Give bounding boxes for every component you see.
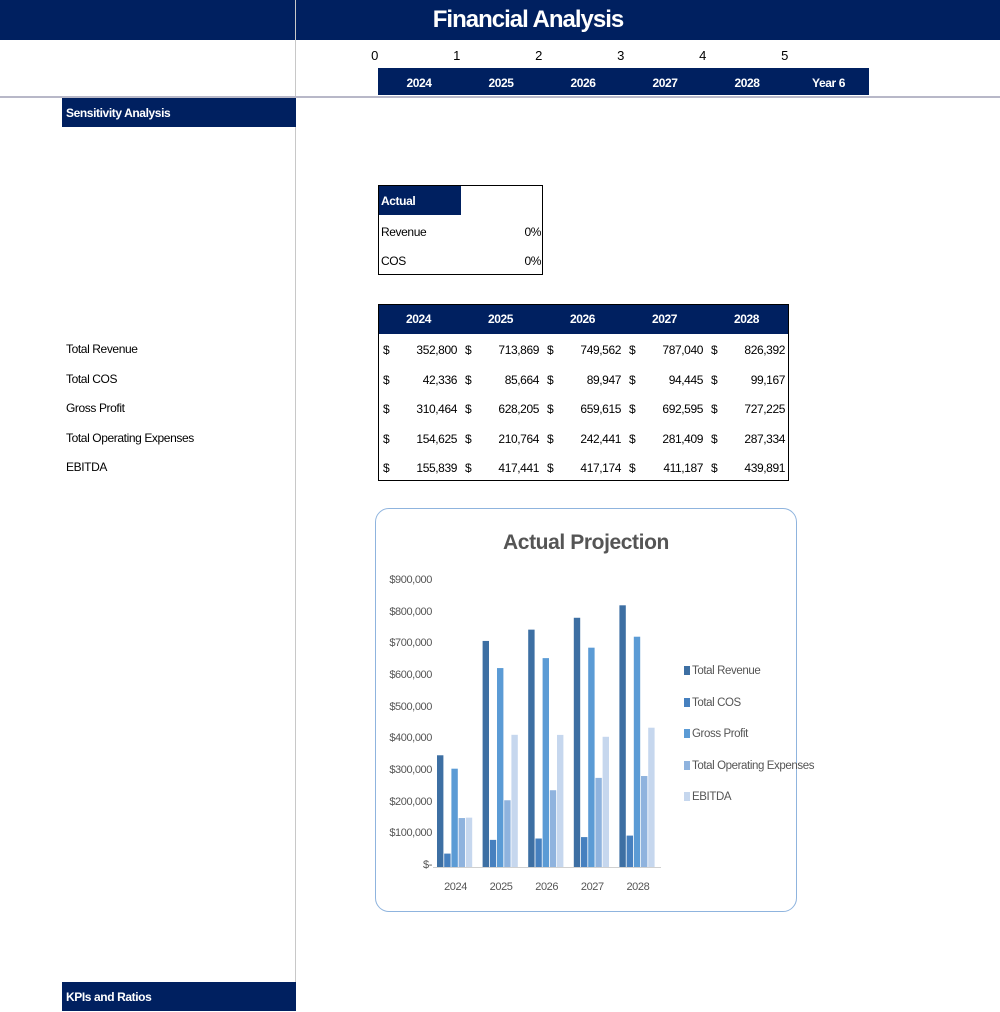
y-tick-label: $100,000 (389, 827, 432, 840)
y-tick-label: $300,000 (389, 764, 432, 776)
bar-gross-profit (451, 769, 457, 867)
chart-plot (376, 509, 796, 909)
y-tick-label: $500,000 (389, 700, 432, 713)
bar-ebitda (466, 818, 472, 867)
column-divider (295, 0, 296, 1000)
legend-swatch (684, 698, 690, 707)
currency-symbol: $ (629, 402, 636, 416)
table-header: 2026 (569, 312, 596, 326)
bar-total-revenue (528, 630, 534, 867)
legend-label: Gross Profit (692, 728, 748, 741)
table-cell[interactable]: 787,040 (662, 343, 703, 357)
currency-symbol: $ (547, 402, 554, 416)
actual-label: Revenue (381, 225, 427, 239)
table-cell[interactable]: 310,464 (416, 402, 457, 416)
currency-symbol: $ (711, 343, 718, 357)
year-header: Year 6 Onwards (804, 76, 853, 120)
row-label: EBITDA (66, 460, 107, 474)
bar-total-operating-expenses (459, 818, 465, 867)
currency-symbol: $ (711, 402, 718, 416)
actual-projection-chart (375, 508, 815, 912)
period-index: 4 (699, 48, 706, 63)
legend-swatch (684, 761, 690, 770)
bar-total-cos (535, 839, 541, 867)
table-cell[interactable]: 210,764 (498, 431, 539, 446)
period-index: 0 (371, 48, 378, 63)
table-header: 2025 (487, 312, 514, 326)
actual-header: Actual (379, 186, 461, 215)
bar-total-operating-expenses (504, 800, 510, 867)
y-tick-label: $200,000 (389, 795, 432, 808)
legend-item (684, 760, 814, 772)
chart-title: Actual Projection (503, 531, 669, 554)
currency-symbol: $ (547, 343, 554, 357)
bar-total-operating-expenses (595, 778, 601, 867)
currency-symbol: $ (547, 372, 554, 387)
y-tick-label: $900,000 (389, 574, 432, 586)
table-cell[interactable]: 281,409 (662, 431, 703, 446)
bar-gross-profit (634, 637, 640, 867)
legend-swatch (684, 792, 690, 801)
year-header-bar (378, 68, 869, 120)
bar-gross-profit (588, 648, 594, 867)
actual-sensitivity-table (378, 185, 543, 275)
legend-item (684, 791, 731, 803)
table-cell[interactable]: 287,334 (744, 431, 785, 446)
legend-label: EBITDA (692, 791, 732, 804)
bar-total-operating-expenses (550, 790, 556, 867)
y-tick-label: $800,000 (389, 605, 432, 618)
row-label: Gross Profit (66, 401, 125, 415)
currency-symbol: $ (383, 461, 390, 475)
bar-total-cos (627, 836, 633, 867)
row-label: Total Operating Expenses (66, 430, 194, 445)
legend-item (684, 697, 741, 709)
currency-symbol: $ (465, 461, 472, 475)
y-tick-label: $400,000 (389, 732, 432, 745)
projection-table (378, 304, 789, 481)
section-kpis-ratios: KPIs and Ratios (62, 982, 296, 1011)
bar-total-revenue (619, 605, 625, 867)
bar-ebitda (648, 728, 654, 867)
bar-ebitda (557, 735, 563, 867)
x-tick-label: 2026 (535, 881, 559, 893)
table-cell[interactable]: 439,891 (744, 461, 785, 475)
currency-symbol: $ (711, 431, 718, 446)
period-index: 3 (617, 48, 624, 63)
bar-gross-profit (497, 668, 503, 867)
actual-value[interactable]: 0% (524, 254, 541, 268)
bar-total-cos (444, 854, 450, 867)
currency-symbol: $ (465, 402, 472, 416)
table-cell[interactable]: 154,625 (416, 431, 457, 446)
table-cell[interactable]: 89,947 (586, 372, 621, 387)
table-cell[interactable]: 242,441 (580, 431, 621, 446)
page-title: Financial Analysis (432, 6, 624, 33)
year-header: 2026 (570, 76, 596, 90)
actual-label: COS (381, 254, 406, 268)
table-cell[interactable]: 42,336 (422, 372, 457, 387)
y-tick-label: $- (423, 859, 432, 871)
table-cell[interactable]: 411,187 (663, 461, 703, 475)
y-tick-label: $700,000 (389, 637, 432, 650)
year-header: 2027 (652, 76, 678, 90)
table-cell[interactable]: 417,441 (498, 461, 539, 475)
currency-symbol: $ (383, 343, 390, 357)
currency-symbol: $ (629, 461, 636, 475)
x-tick-label: 2024 (444, 881, 467, 893)
row-label: Total Revenue (66, 342, 138, 356)
table-cell[interactable]: 417,174 (580, 461, 621, 475)
table-cell[interactable]: 352,800 (416, 343, 457, 357)
bar-gross-profit (543, 658, 549, 867)
currency-symbol: $ (629, 343, 636, 357)
currency-symbol: $ (383, 372, 390, 387)
table-cell[interactable]: 99,167 (750, 372, 785, 387)
legend-swatch (684, 729, 690, 738)
table-header: 2027 (651, 312, 678, 326)
bar-total-revenue (483, 641, 489, 867)
currency-symbol: $ (383, 431, 390, 446)
x-tick-label: 2028 (626, 881, 650, 893)
table-cell[interactable]: 94,445 (668, 372, 703, 387)
year-header: 2028 (734, 76, 760, 90)
currency-symbol: $ (465, 431, 472, 446)
legend-item (684, 665, 760, 677)
currency-symbol: $ (383, 402, 390, 416)
bar-total-operating-expenses (641, 776, 647, 867)
currency-symbol: $ (629, 431, 636, 446)
section-sensitivity-analysis: Sensitivity Analysis (62, 98, 296, 127)
currency-symbol: $ (629, 372, 636, 387)
table-cell[interactable]: 727,225 (744, 402, 785, 416)
bar-ebitda (511, 735, 517, 867)
bar-total-cos (581, 837, 587, 867)
bar-total-revenue (437, 755, 443, 867)
table-cell[interactable]: 155,839 (416, 461, 457, 475)
currency-symbol: $ (465, 372, 472, 387)
currency-symbol: $ (711, 372, 718, 387)
legend-label: Total Operating Expenses (692, 759, 815, 772)
bar-total-revenue (574, 618, 580, 867)
period-index: 5 (781, 48, 788, 63)
table-header: 2024 (405, 312, 432, 326)
legend-label: Total COS (692, 696, 741, 709)
x-tick-label: 2027 (580, 881, 604, 893)
currency-symbol: $ (711, 461, 718, 475)
y-tick-label: $600,000 (389, 669, 432, 681)
table-cell[interactable]: 628,205 (498, 402, 539, 416)
currency-symbol: $ (547, 431, 554, 446)
table-cell[interactable]: 659,615 (580, 402, 621, 416)
table-cell[interactable]: 85,664 (504, 372, 539, 387)
legend-item (684, 728, 748, 740)
currency-symbol: $ (465, 343, 472, 357)
year-header: 2025 (488, 76, 514, 90)
table-cell[interactable]: 713,869 (498, 343, 539, 357)
table-cell[interactable]: 826,392 (744, 343, 785, 357)
legend-label: Total Revenue (692, 665, 761, 677)
legend-swatch (684, 666, 690, 675)
actual-value[interactable]: 0% (524, 225, 541, 239)
x-tick-label: 2025 (489, 881, 513, 893)
year-header: 2024 (406, 76, 432, 90)
period-index: 2 (535, 48, 542, 63)
bar-total-cos (490, 840, 496, 867)
table-cell[interactable]: 692,595 (662, 402, 703, 416)
period-index: 1 (453, 48, 460, 63)
table-cell[interactable]: 749,562 (580, 343, 621, 357)
row-label: Total COS (66, 371, 118, 386)
currency-symbol: $ (547, 461, 554, 475)
table-header: 2028 (733, 312, 760, 326)
bar-ebitda (603, 737, 609, 867)
